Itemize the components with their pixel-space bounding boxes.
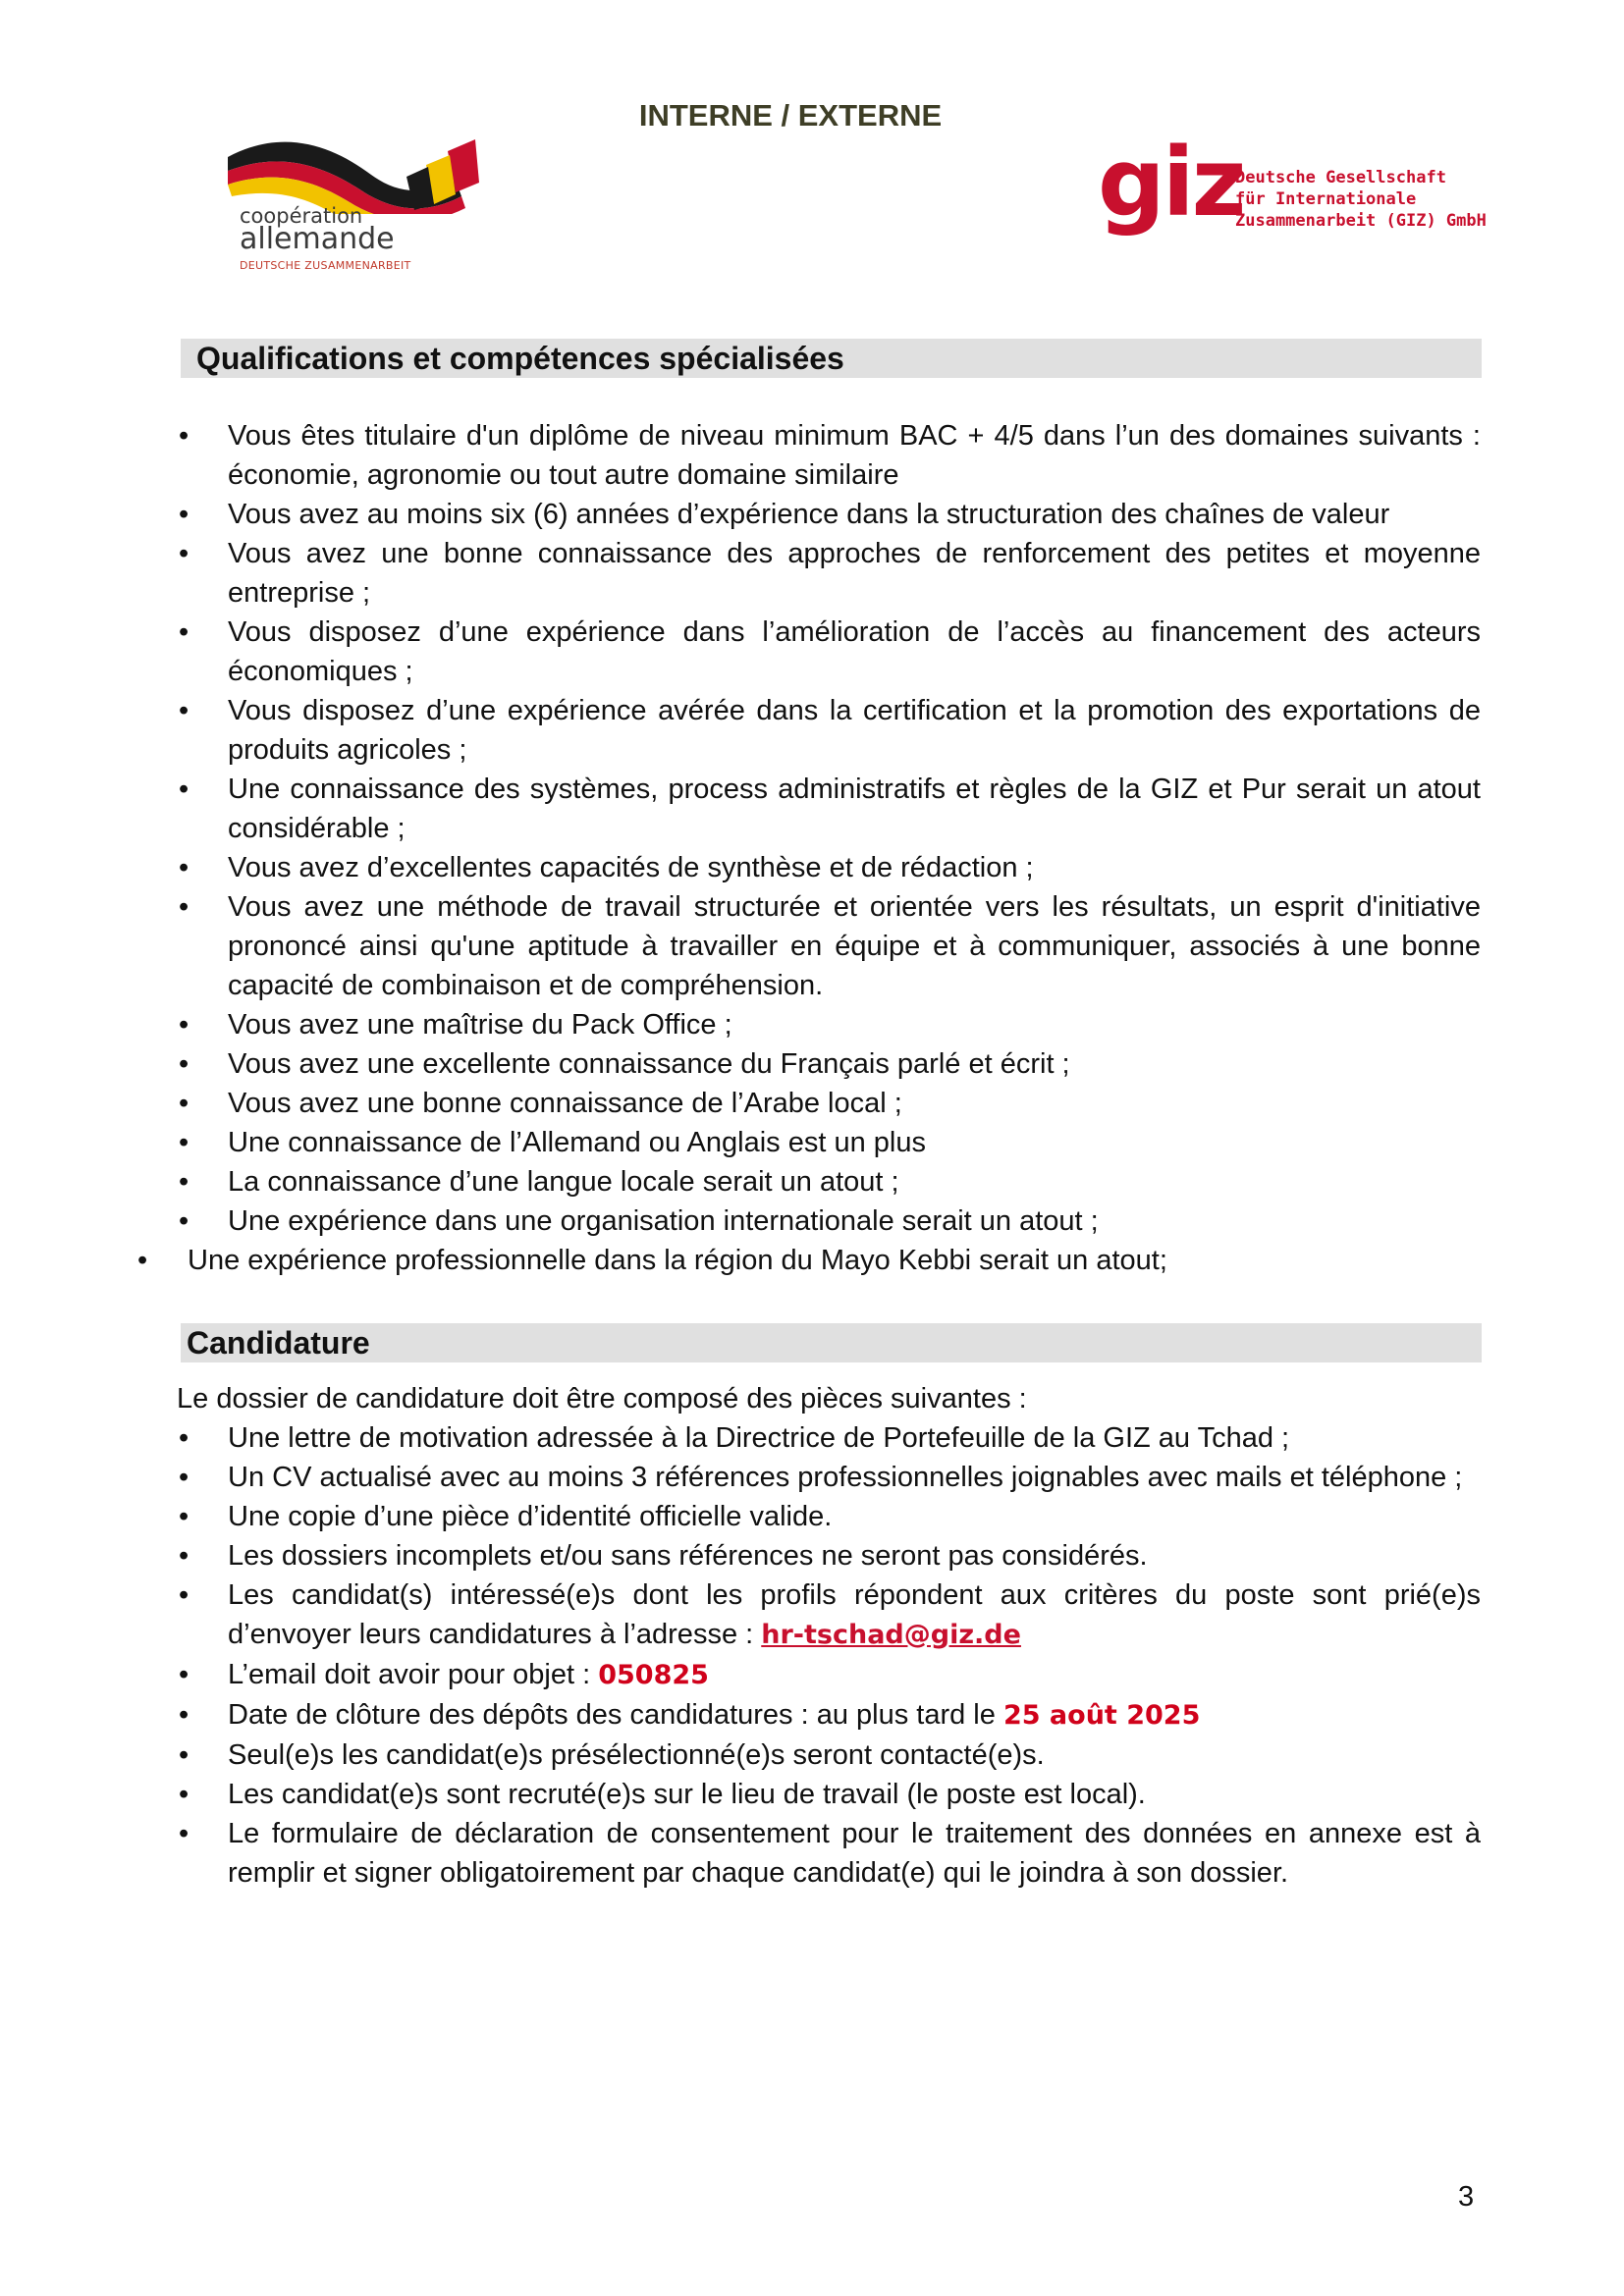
list-item: • Vous disposez d’une expérience avérée dans la certification et la promotion des exportations de produits agricoles ; (177, 691, 1481, 770)
list-item: • Une lettre de motivation adressée à la Directrice de Portefeuille de la GIZ au Tchad ; (177, 1418, 1481, 1458)
cooperation-allemande-logo (224, 135, 479, 283)
list-item: • Vous avez d’excellentes capacités de synthèse et de rédaction ; (177, 848, 1481, 887)
list-item-subject (177, 1655, 1481, 1695)
list-item-email (177, 1575, 1481, 1655)
list-item: • Vous êtes titulaire d'un diplôme de niveau minimum BAC + 4/5 dans l’un des domaines suivants : économie, agronomie ou tout autre domaine similaire (177, 416, 1481, 495)
logo-text-deutsche-zusammenarbeit: DEUTSCHE ZUSAMMENARBEIT (240, 259, 411, 272)
giz-name-line-2: für Internationale (1235, 189, 1417, 209)
list-item-text: Une expérience professionnelle dans la région du Mayo Kebbi serait un atout; (188, 1245, 1167, 1276)
candidature-list (177, 1418, 1481, 1893)
section-heading-qualifications: Qualifications et compétences spécialisées (181, 339, 1482, 378)
giz-name-line-3: Zusammenarbeit (GIZ) GmbH (1235, 211, 1487, 231)
list-item: • Vous avez une bonne connaissance des approches de renforcement des petites et moyenne entreprise ; (177, 534, 1481, 613)
list-item: • La connaissance d’une langue locale serait un atout ; (177, 1162, 1481, 1201)
email-subject-code: 050825 (598, 1660, 709, 1690)
giz-wordmark: giz (1098, 128, 1244, 238)
list-item-deadline (177, 1695, 1481, 1735)
logo-text-allemande: allemande (240, 222, 395, 256)
email-item-text: Les candidat(s) intéressé(e)s dont les profils répondent aux critères du poste sont prié(e)s d’envoyer leurs candidatures à l’adresse : (228, 1579, 1481, 1650)
deadline-date: 25 août 2025 (1002, 1700, 1201, 1731)
subject-item-text: L’email doit avoir pour objet : (228, 1659, 599, 1690)
page-number: 3 (1458, 2181, 1475, 2213)
list-item: • Une copie d’une pièce d’identité officielle valide. (177, 1497, 1481, 1536)
list-item: • Vous avez une méthode de travail structurée et orientée vers les résultats, un esprit d'initiative prononcé ainsi qu'une aptitude à travailler en équipe et à communiquer, associés à une bonne capacité de combinaison et de compréhension. (177, 887, 1481, 1005)
section-heading-candidature: Candidature (181, 1323, 1482, 1362)
german-flag-swoosh-icon (224, 135, 479, 214)
list-item: • Vous avez au moins six (6) années d’expérience dans la structuration des chaînes de valeur (177, 495, 1481, 534)
list-item: • Seul(e)s les candidat(e)s présélectionné(e)s seront contacté(e)s. (177, 1735, 1481, 1775)
list-item: • Un CV actualisé avec au moins 3 références professionnelles joignables avec mails et téléphone ; (177, 1458, 1481, 1497)
list-item: • Une connaissance des systèmes, process administratifs et règles de la GIZ et Pur serait un atout considérable ; (177, 770, 1481, 848)
list-item: • Les dossiers incomplets et/ou sans références ne seront pas considérés. (177, 1536, 1481, 1575)
list-item: • Vous disposez d’une expérience dans l’amélioration de l’accès au financement des acteurs économiques ; (177, 613, 1481, 691)
list-item: • Une connaissance de l’Allemand ou Anglais est un plus (177, 1123, 1481, 1162)
giz-name-line-1: Deutsche Gesellschaft (1235, 168, 1446, 187)
list-item: • Le formulaire de déclaration de consentement pour le traitement des données en annexe est à remplir et signer obligatoirement par chaque candidat(e) qui le joindra à son dossier. (177, 1814, 1481, 1893)
list-item: • Vous avez une maîtrise du Pack Office ; (177, 1005, 1481, 1044)
giz-logo (1098, 128, 1490, 257)
bullet-icon: • (137, 1245, 148, 1276)
qualifications-list (177, 416, 1481, 1241)
email-link[interactable]: hr-tschad@giz.de (761, 1620, 1021, 1650)
giz-full-name (1235, 167, 1487, 232)
deadline-item-text: Date de clôture des dépôts des candidatures : au plus tard le (228, 1699, 1003, 1731)
list-item: • Vous avez une bonne connaissance de l’Arabe local ; (177, 1084, 1481, 1123)
list-item: • Une expérience dans une organisation internationale serait un atout ; (177, 1201, 1481, 1241)
candidature-intro: Le dossier de candidature doit être composé des pièces suivantes : (177, 1383, 1027, 1415)
logo-text-cooperation: coopération (240, 204, 363, 228)
page-header-title: INTERNE / EXTERNE (638, 98, 943, 133)
list-item: • Les candidat(e)s sont recruté(e)s sur le lieu de travail (le poste est local). (177, 1775, 1481, 1814)
list-item: • Vous avez une excellente connaissance du Français parlé et écrit ; (177, 1044, 1481, 1084)
